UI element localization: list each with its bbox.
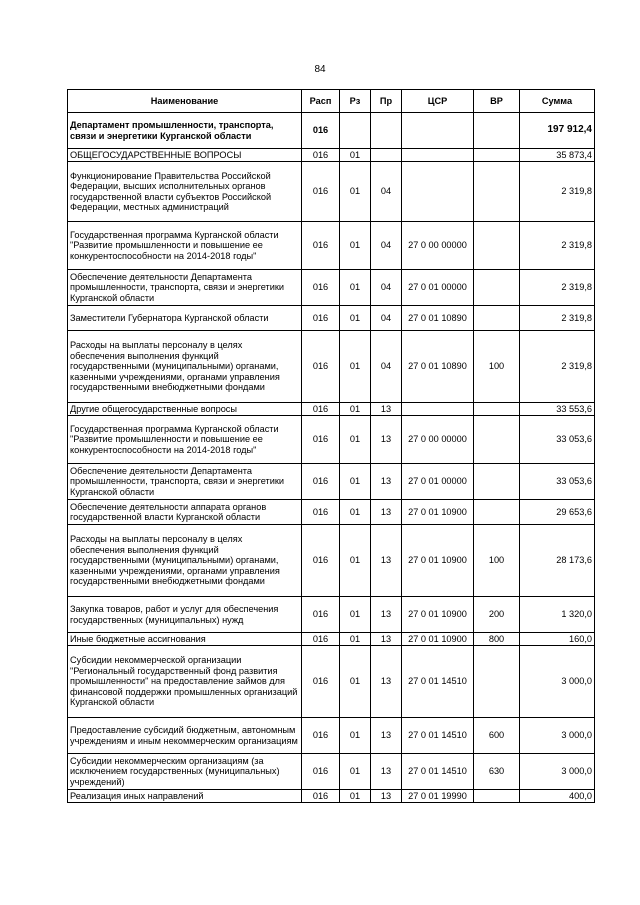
cell-csr (402, 403, 474, 416)
cell-pr: 04 (371, 306, 402, 331)
column-header-csr: ЦСР (402, 90, 474, 113)
cell-rasp: 016 (302, 633, 340, 646)
cell-rasp: 016 (302, 113, 340, 149)
cell-rz: 01 (340, 754, 371, 790)
cell-rasp: 016 (302, 597, 340, 633)
cell-sum: 2 319,8 (520, 331, 595, 403)
cell-vr: 200 (474, 597, 520, 633)
cell-csr: 27 0 01 10900 (402, 525, 474, 597)
table-row (68, 646, 595, 718)
cell-csr: 27 0 01 10890 (402, 331, 474, 403)
cell-csr: 27 0 01 14510 (402, 646, 474, 718)
cell-sum: 33 053,6 (520, 464, 595, 500)
cell-rasp: 016 (302, 525, 340, 597)
cell-csr: 27 0 01 10900 (402, 597, 474, 633)
cell-vr (474, 270, 520, 306)
cell-rasp: 016 (302, 646, 340, 718)
table-row (68, 306, 595, 331)
cell-name: Заместители Губернатора Курганской области (68, 306, 302, 331)
cell-vr (474, 113, 520, 149)
cell-rasp: 016 (302, 718, 340, 754)
table-row (68, 270, 595, 306)
cell-name: Департамент промышленности, транспорта, связи и энергетики Курганской области (68, 113, 302, 149)
cell-pr: 04 (371, 222, 402, 270)
cell-rz: 01 (340, 633, 371, 646)
cell-name: Функционирование Правительства Российской Федерации, высших исполнительных органов государственной власти субъектов Российской Федерации, местных администраций (68, 162, 302, 222)
cell-name: Расходы на выплаты персоналу в целях обеспечения выполнения функций государственными (муниципальными) органами, казенными учреждениями, органами управления государственными внебюджетными фондами (68, 525, 302, 597)
cell-rz: 01 (340, 597, 371, 633)
table-row (68, 331, 595, 403)
cell-vr (474, 500, 520, 525)
cell-vr (474, 403, 520, 416)
cell-rasp: 016 (302, 149, 340, 162)
table-row (68, 113, 595, 149)
cell-rasp: 016 (302, 500, 340, 525)
cell-rasp: 016 (302, 222, 340, 270)
table-row (68, 790, 595, 803)
cell-pr: 13 (371, 718, 402, 754)
cell-csr (402, 162, 474, 222)
table-row (68, 597, 595, 633)
cell-sum: 29 653,6 (520, 500, 595, 525)
cell-rz: 01 (340, 222, 371, 270)
budget-table (67, 89, 595, 803)
cell-csr (402, 113, 474, 149)
cell-pr: 13 (371, 633, 402, 646)
cell-sum: 2 319,8 (520, 270, 595, 306)
cell-sum: 2 319,8 (520, 306, 595, 331)
cell-pr: 13 (371, 646, 402, 718)
table-row (68, 754, 595, 790)
cell-sum: 33 053,6 (520, 416, 595, 464)
cell-rasp: 016 (302, 331, 340, 403)
cell-pr (371, 113, 402, 149)
cell-pr (371, 149, 402, 162)
cell-rz: 01 (340, 162, 371, 222)
cell-rz: 01 (340, 270, 371, 306)
cell-csr: 27 0 01 14510 (402, 718, 474, 754)
cell-rz: 01 (340, 306, 371, 331)
table-row (68, 525, 595, 597)
cell-vr: 630 (474, 754, 520, 790)
cell-pr: 13 (371, 464, 402, 500)
cell-vr (474, 416, 520, 464)
cell-name: Государственная программа Курганской области "Развитие промышленности и повышение ее конкурентоспособности на 2014-2018 годы" (68, 416, 302, 464)
table-row (68, 222, 595, 270)
cell-vr: 800 (474, 633, 520, 646)
cell-name: Другие общегосударственные вопросы (68, 403, 302, 416)
cell-name: Обеспечение деятельности Департамента промышленности, транспорта, связи и энергетики Курганской области (68, 270, 302, 306)
column-header-sum: Сумма (520, 90, 595, 113)
cell-name: Реализация иных направлений (68, 790, 302, 803)
cell-csr: 27 0 00 00000 (402, 222, 474, 270)
cell-rasp: 016 (302, 270, 340, 306)
cell-vr: 100 (474, 331, 520, 403)
table-row (68, 718, 595, 754)
cell-rasp: 016 (302, 464, 340, 500)
cell-rz (340, 113, 371, 149)
cell-sum: 3 000,0 (520, 754, 595, 790)
cell-name: Расходы на выплаты персоналу в целях обеспечения выполнения функций государственными (муниципальными) органами, казенными учреждениями, органами управления государственными внебюджетными фондами (68, 331, 302, 403)
cell-rz: 01 (340, 525, 371, 597)
cell-pr: 13 (371, 416, 402, 464)
cell-name: Предоставление субсидий бюджетным, автономным учреждениям и иным некоммерческим организациям (68, 718, 302, 754)
table-row (68, 162, 595, 222)
cell-csr: 27 0 01 10900 (402, 500, 474, 525)
cell-csr: 27 0 01 00000 (402, 270, 474, 306)
cell-pr: 04 (371, 162, 402, 222)
cell-rz: 01 (340, 416, 371, 464)
cell-csr: 27 0 00 00000 (402, 416, 474, 464)
cell-rasp: 016 (302, 162, 340, 222)
cell-pr: 13 (371, 597, 402, 633)
cell-name: Иные бюджетные ассигнования (68, 633, 302, 646)
cell-name: Обеспечение деятельности аппарата органов государственной власти Курганской области (68, 500, 302, 525)
cell-csr: 27 0 01 00000 (402, 464, 474, 500)
cell-rasp: 016 (302, 416, 340, 464)
cell-pr: 13 (371, 754, 402, 790)
cell-csr: 27 0 01 14510 (402, 754, 474, 790)
cell-rasp: 016 (302, 306, 340, 331)
cell-sum: 35 873,4 (520, 149, 595, 162)
cell-rasp: 016 (302, 754, 340, 790)
cell-rz: 01 (340, 149, 371, 162)
cell-rz: 01 (340, 331, 371, 403)
cell-sum: 197 912,4 (520, 113, 595, 149)
table-row (68, 500, 595, 525)
column-header-rasp: Расп (302, 90, 340, 113)
cell-vr (474, 149, 520, 162)
cell-vr (474, 646, 520, 718)
cell-name: Закупка товаров, работ и услуг для обеспечения государственных (муниципальных) нужд (68, 597, 302, 633)
cell-pr: 13 (371, 790, 402, 803)
cell-rz: 01 (340, 464, 371, 500)
cell-pr: 13 (371, 500, 402, 525)
cell-rz: 01 (340, 718, 371, 754)
cell-pr: 04 (371, 331, 402, 403)
cell-rz: 01 (340, 500, 371, 525)
cell-name: Субсидии некоммерческой организации "Региональный государственный фонд развития промышленности" на предоставление займов для финансовой поддержки промышленных организаций Курганской области (68, 646, 302, 718)
header-row (68, 90, 595, 113)
cell-vr: 600 (474, 718, 520, 754)
table-body (68, 113, 595, 803)
cell-name: Обеспечение деятельности Департамента промышленности, транспорта, связи и энергетики Курганской области (68, 464, 302, 500)
column-header-pr: Пр (371, 90, 402, 113)
column-header-rz: Рз (340, 90, 371, 113)
cell-vr (474, 790, 520, 803)
cell-sum: 2 319,8 (520, 222, 595, 270)
cell-vr (474, 222, 520, 270)
cell-csr: 27 0 01 19990 (402, 790, 474, 803)
table-row (68, 464, 595, 500)
cell-name: Государственная программа Курганской области "Развитие промышленности и повышение ее конкурентоспособности на 2014-2018 годы" (68, 222, 302, 270)
cell-name: Субсидии некоммерческим организациям (за исключением государственных (муниципальных) учреждений) (68, 754, 302, 790)
table-row (68, 149, 595, 162)
cell-sum: 1 320,0 (520, 597, 595, 633)
table-row (68, 633, 595, 646)
cell-pr: 04 (371, 270, 402, 306)
cell-rz: 01 (340, 790, 371, 803)
cell-pr: 13 (371, 403, 402, 416)
cell-csr: 27 0 01 10900 (402, 633, 474, 646)
cell-vr (474, 306, 520, 331)
column-header-name: Наименование (68, 90, 302, 113)
cell-pr: 13 (371, 525, 402, 597)
table-row (68, 416, 595, 464)
cell-sum: 3 000,0 (520, 718, 595, 754)
cell-csr: 27 0 01 10890 (402, 306, 474, 331)
cell-sum: 2 319,8 (520, 162, 595, 222)
cell-name: ОБЩЕГОСУДАРСТВЕННЫЕ ВОПРОСЫ (68, 149, 302, 162)
table-row (68, 403, 595, 416)
cell-vr (474, 464, 520, 500)
cell-rz: 01 (340, 646, 371, 718)
cell-rasp: 016 (302, 403, 340, 416)
column-header-vr: ВР (474, 90, 520, 113)
cell-rasp: 016 (302, 790, 340, 803)
cell-sum: 3 000,0 (520, 646, 595, 718)
cell-sum: 160,0 (520, 633, 595, 646)
cell-sum: 400,0 (520, 790, 595, 803)
cell-vr (474, 162, 520, 222)
cell-vr: 100 (474, 525, 520, 597)
cell-rz: 01 (340, 403, 371, 416)
page-number: 84 (314, 64, 326, 75)
cell-csr (402, 149, 474, 162)
cell-sum: 33 553,6 (520, 403, 595, 416)
cell-sum: 28 173,6 (520, 525, 595, 597)
